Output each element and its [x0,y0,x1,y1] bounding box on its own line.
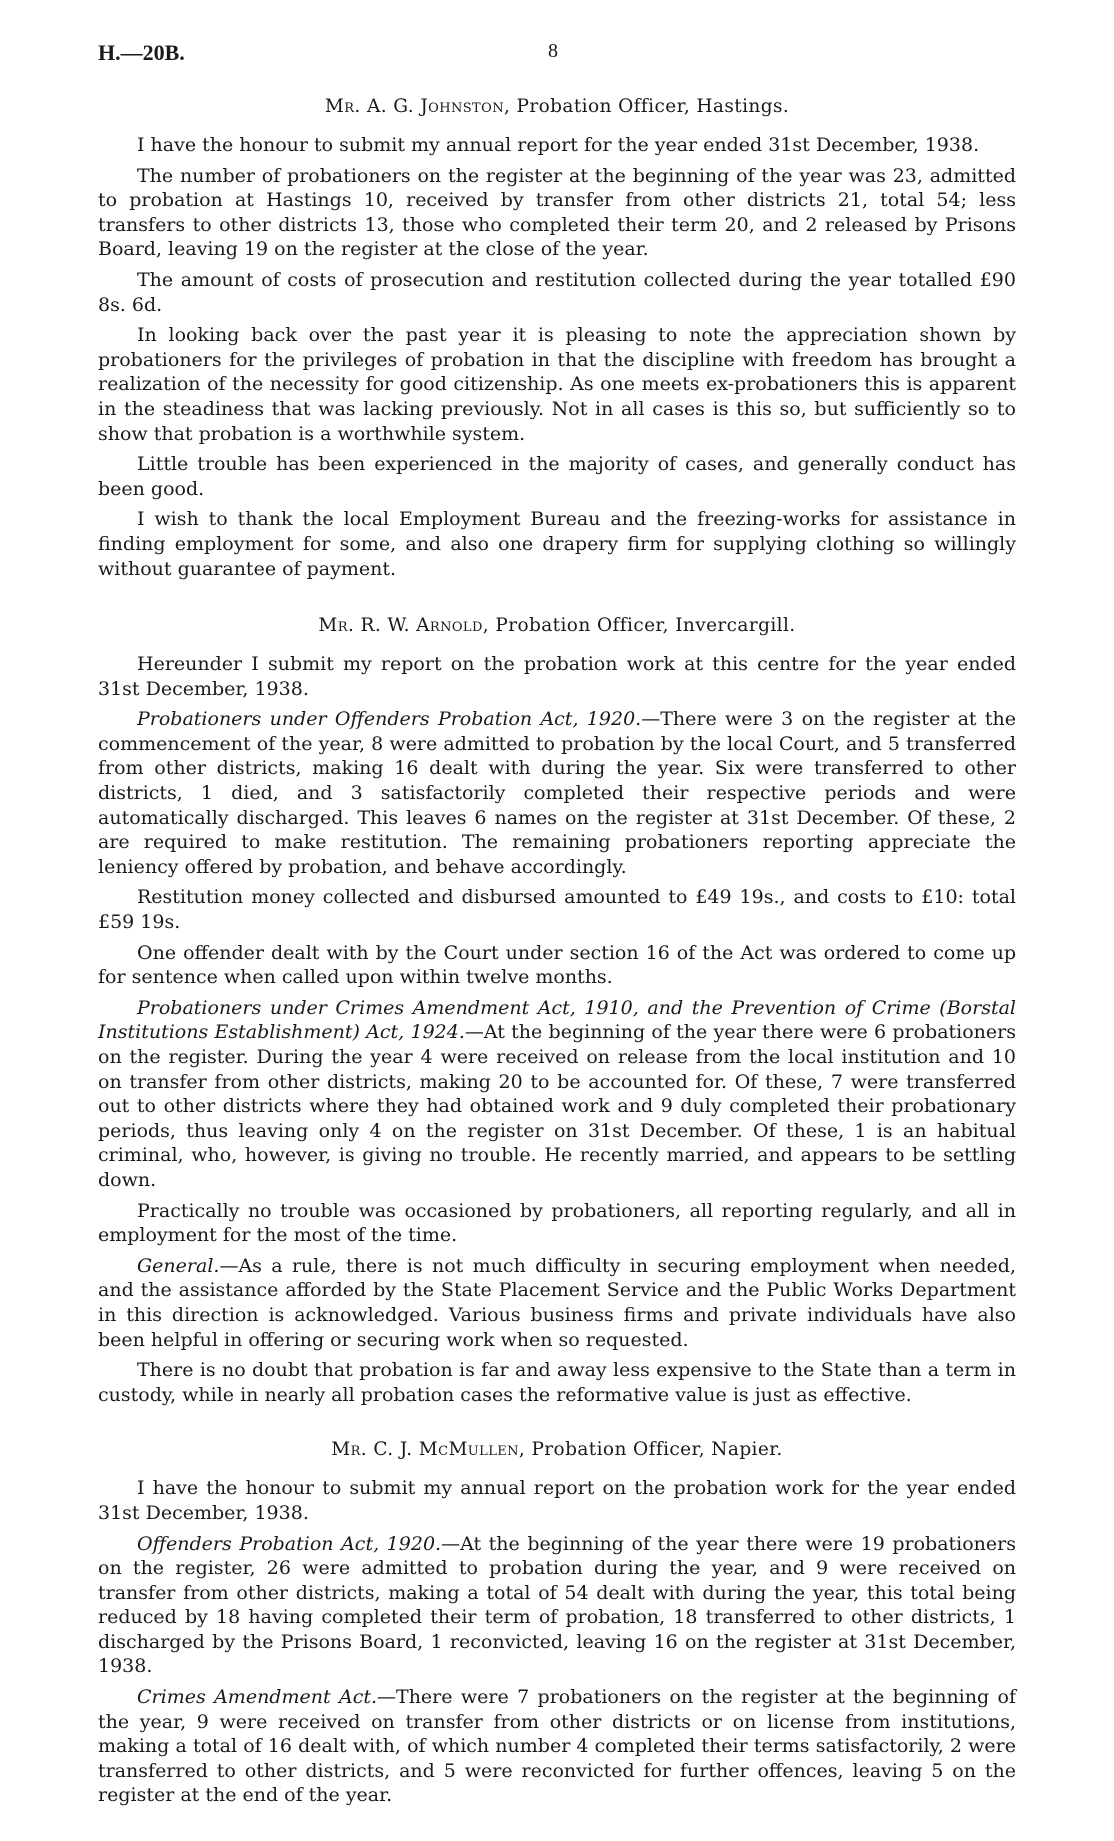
officer-name: Mr. R. W. Arnold [318,615,483,637]
page-number: 8 [548,40,558,62]
section-lead: Probationers under Offenders Probation Act, 1920. [137,708,642,731]
report-hastings [98,96,1016,581]
report-heading [98,615,1016,636]
officer-name: Mr. A. G. Johnston [324,96,504,117]
paragraph: I have the honour to submit my annual report for the year ended 31st December, 1938. [137,134,980,156]
paragraph: In looking back over the past year it is pleasing to note the appreciation shown by probationers for the privileges of probation in that the discipline with freedom has brought a realization of the necessity for good citizenship. As one meets ex-probationers this is apparent in the steadiness that was lacking previously. Not in all cases is this so, but sufficiently so to show that probation is a worthwhile system. [98,324,1016,445]
paragraph: One offender dealt with by the Court under section 16 of the Act was ordered to come up for sentence when called upon within twelve months. [98,941,1016,989]
officer-title-location: , Probation Officer, Invercargill. [482,615,796,637]
report-napier [98,1439,1016,1808]
officer-name: Mr. C. J. McMullen [331,1439,519,1461]
paragraph: Little trouble has been experienced in the majority of cases, and generally conduct has been good. [98,453,1016,500]
paragraph: Probationers under Offenders Probation Act, 1920.—There were 3 on the register at the commencement of the year, 8 were admitted to probation by the local Court, and 5 transferred from other districts, making 16 dealt with during the year. Six were transferred to other districts, 1 died, and 3 satisfactorily completed their respective periods and were automatically discharged. This leaves 6 names on the register at 31st December. Of these, 2 are required to make restitution. The remaining probationers reporting appreciate the leniency offered by probation, and behave accordingly. [98,708,1016,878]
paragraph: Probationers under Crimes Amendment Act, 1910, and the Prevention of Crime (Borstal Institutions Establishment) Act, 1924.—At the beginning of the year there were 6 probationers on the register. During the year 4 were received on release from the local institution and 10 on transfer from other districts, making 20 to be accounted for. Of these, 7 were transferred out to other districts where they had obtained work and 9 duly completed their probationary periods, thus leaving only 4 on the register on 31st December. Of these, 1 is an habitual criminal, who, however, is giving no trouble. He recently married, and appears to be settling down. [98,996,1016,1191]
paragraph: I wish to thank the local Employment Bureau and the freezing-works for assistance in finding employment for some, and also one drapery firm for supplying clothing so willingly without guarantee of payment. [98,508,1016,580]
paragraph: The amount of costs of prosecution and restitution collected during the year totalled £90 8s. 6d. [98,268,1016,316]
paragraph: General.—As a rule, there is not much difficulty in securing employment when needed, and the assistance afforded by the State Placement Service and the Public Works Department in this direction is acknowledged. Various business firms and private individuals have also been helpful in offering or securing work when so requested. [98,1254,1016,1351]
paragraph: I have the honour to submit my annual report on the probation work for the year ended 31st December, 1938. [98,1477,1016,1524]
section-lead: Crimes Amendment Act. [137,1686,378,1709]
paragraph: Offenders Probation Act, 1920.—At the beginning of the year there were 19 probationers on the register, 26 were admitted to probation during the year, and 9 were received on transfer from other districts, making a total of 54 dealt with during the year, this total being reduced by 18 having completed their term of probation, 18 transferred to other districts, 1 discharged by the Prisons Board, 1 reconvicted, leaving 16 on the register at 31st December, 1938. [98,1532,1016,1678]
paragraph: Hereunder I submit my report on the probation work at this centre for the year ended 31st December, 1938. [98,653,1016,700]
paragraph: The number of probationers on the register at the beginning of the year was 23, admitted to probation at Hastings 10, received by transfer from other districts 21, total 54; less transfers to other districts 13, those who completed their term 20, and 2 released by Prisons Board, leaving 19 on the register at the close of the year. [98,164,1016,261]
page-content [98,96,1016,1814]
document-reference: H.—20B. [98,40,185,65]
paragraph: Crimes Amendment Act.—There were 7 probationers on the register at the beginning of the year, 9 were received on transfer from other districts or on license from institutions, making a total of 16 dealt with, of which number 4 completed their terms satisfactorily, 2 were transferred to other districts, and 5 were reconvicted for further offences, leaving 5 on the register at the end of the year. [98,1686,1017,1807]
section-lead: General. [137,1254,220,1277]
section-lead: Probationers under Crimes Amendment Act, 1910, and the Prevention of Crime (Borstal Institutions Establishment) Act, 1924. [98,996,1016,1044]
report-heading [98,96,1016,117]
paragraph: Restitution money collected and disbursed amounted to £49 19s., and costs to £10: total £59 19s. [98,886,1016,934]
section-lead: Offenders Probation Act, 1920. [137,1532,442,1555]
officer-title-location: , Probation Officer, Hastings. [503,96,790,117]
paragraph: There is no doubt that probation is far and away less expensive to the State than a term in custody, while in nearly all probation cases the reformative value is just as effective. [98,1359,1016,1406]
paragraph: Practically no trouble was occasioned by probationers, all reporting regularly, and all in employment for the most of the time. [98,1199,1016,1247]
report-invercargill [98,615,1016,1407]
report-heading [98,1439,1016,1460]
officer-title-location: , Probation Officer, Napier. [518,1439,783,1461]
